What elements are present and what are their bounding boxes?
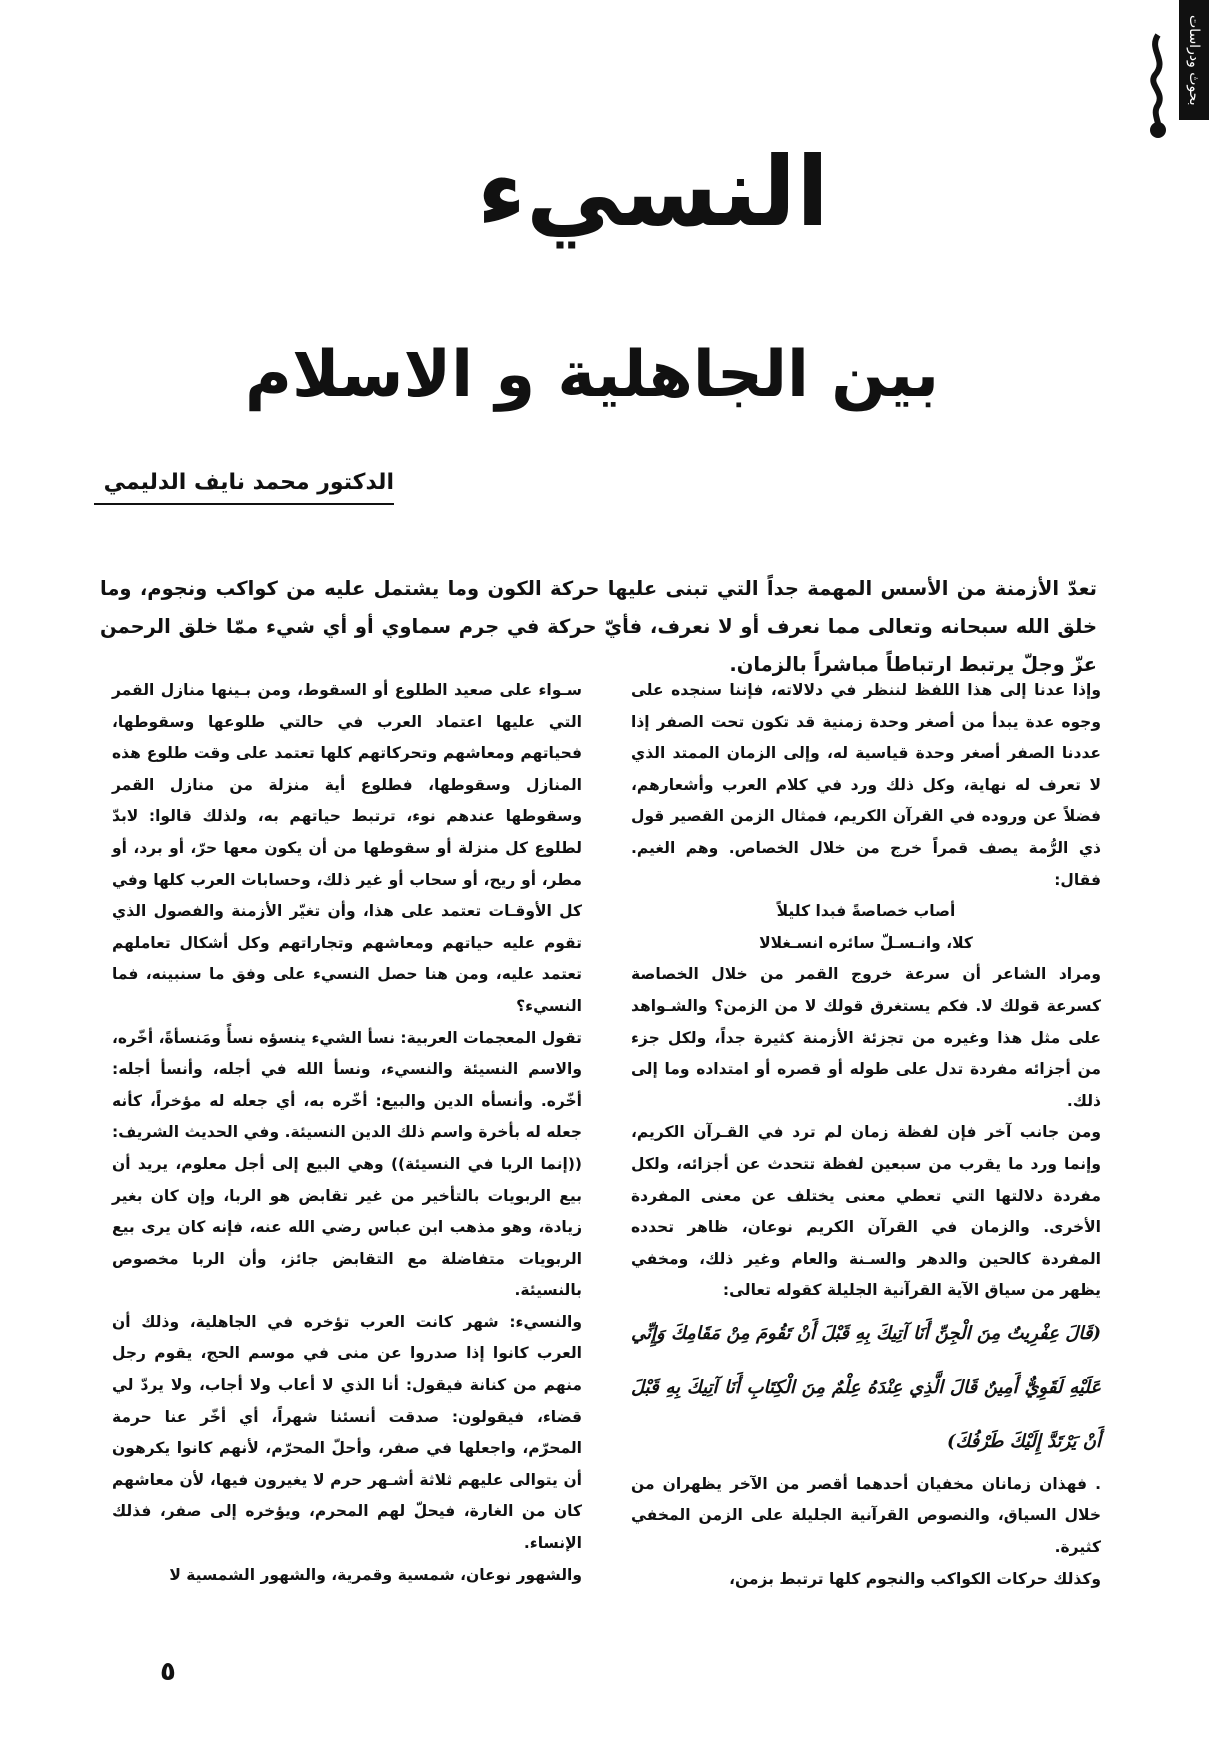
article-title: النسيء (476, 136, 829, 248)
left-paragraph-1: سـواء على صعيد الطلوع أو السقوط، ومن بـينها منازل القمر التي عليها اعتماد العرب في حالتي طلوعها وسقوطها، فحياتهم ومعاشهم وتحركاتهم كلها تعتمد على وقت طلوع هذه المنازل وسقوطها، فطلوع أية منزلة من منازل القمر وسقوطها عندهم نوء، ترتبط حياتهم به، ولذلك قالوا: لابدّ لطلوع كل منزلة أو سقوطها من أن يكون معها حرّ، أو برد، أو مطر، أو ريح، أو سحاب أو غير ذلك، وحسابات العرب كلها وفي كل الأوقـات تعتمد على هذا، وأن تغيّر الأزمنة والفصول الذي تقوم عليه حياتهم ومعاشهم وتجاراتهم وكل أشكال تعاملهم تعتمد عليه، ومن هنا حصل النسيء على وفق ما سنبينه، فما النسيء؟ (112, 681, 582, 1015)
section-tab (1179, 0, 1209, 120)
left-paragraph-4: والشهور نوعان، شمسية وقمرية، والشهور الشمسية لا (169, 1565, 582, 1584)
intro-paragraph: تعدّ الأزمنة من الأسس المهمة جداً التي تبنى عليها حركة الكون وما يشتمل عليه من كواكب ونجوم، وما خلق الله سبحانه وتعالى مما نعرف أو لا نعرف، فأيّ حركة في جرم سماوي أو أي شيء ممّا خلق الرحمن عزّ وجلّ يرتبط ارتباطاً مباشراً بالزمان. (100, 576, 1097, 676)
quran-verse: (قَالَ عِفْرِيتٌ مِنَ الْجِنِّ أَنَا آتِيكَ بِهِ قَبْلَ أَنْ تَقُومَ مِنْ مَقَامِكَ وَإِنِّي عَلَيْهِ لَقَوِيٌّ أَمِينٌ قَالَ الَّذِي عِنْدَهُ عِلْمٌ مِنَ الْكِتَابِ أَنَا آتِيكَ بِهِ قَبْلَ أَنْ يَرْتَدَّ إِلَيْكَ طَرْفُكَ) (631, 1322, 1101, 1452)
poem-line-2: كلا، وانـسـلّ سائره انسـغلالا (759, 933, 973, 952)
right-paragraph-2: ومراد الشاعر أن سرعة خروج القمر من خلال الخصاصة كسرعة قولك لا. فكم يستغرق قولك لا من الزمن؟ والشـواهد على مثل هذا وغيره من تجزئة الأزمنة كثيرة جداً، ولكل جزء من أجزائه مفردة تدل على طوله أو قصره أو امتداده وما إلى ذلك. (631, 965, 1101, 1110)
page-number: ٥ (160, 1657, 176, 1687)
right-paragraph-3: ومن جانب آخر فإن لفظة زمان لم ترد في القـرآن الكريم، وإنما ورد ما يقرب من سبعين لفظة تتحدث عن أجزائه، ولكل مفردة دلالتها التي تعطي معنى يختلف عن معنى المفردة الأخرى. والزمان في القرآن الكريم نوعان، ظاهر تحدده المفردة كالحين والدهر والسـنة والعام وغير ذلك، ومخفي يظهر من سياق الآية القرآنية الجليلة كقوله تعالى: (631, 1123, 1101, 1300)
right-paragraph-4: . فهذان زمانان مخفيان أحدهما أقصر من الآخر يظهران من خلال السياق، والنصوص القرآنية الجليلة على الزمن المخفي كثيرة. (631, 1474, 1101, 1557)
section-tab-label: بحوث ودراسات (1186, 14, 1202, 106)
left-paragraph-2: تقول المعجمات العربية: نسأ الشيء ينسؤه نسأً ومَنسأةً، أخّره، والاسم النسيئة والنسيء، ونسأ الله في أجله، وأنسأ أجله: أخّره. وأنسأه الدين والبيع: أخّره به، أي جعله له مؤخراً، كأنه جعله له بأخرة واسم ذلك الدين النسيئة. وفي الحديث الشريف: ((إنما الربا في النسيئة)) وهي البيع إلى أجل معلوم، يريد أن بيع الربويات بالتأخير من غير تقابض هو الربا، وإن كان بغير زيادة، وهو مذهب ابن عباس رضي الله عنه، فإنه كان يرى بيع الربويات متفاضلة مع التقابض جائز، وأن الربا مخصوص بالنسيئة. (112, 1028, 582, 1300)
author-block (94, 470, 394, 505)
left-column (112, 675, 582, 1591)
right-column (631, 675, 1101, 1595)
article-subtitle: بين الجاهلية و الاسلام (245, 338, 939, 412)
right-paragraph-5: وكذلك حركات الكواكب والنجوم كلها ترتبط بزمن، (729, 1569, 1101, 1588)
magazine-logo-icon (1143, 30, 1173, 140)
author-name: الدكتور محمد نايف الدليمي (94, 470, 394, 505)
right-paragraph-1: وإذا عدنا إلى هذا اللفظ لننظر في دلالاته، فإننا سنجده على وجوه عدة يبدأ من أصغر وحدة زمنية قد تكون تحت الصفر إذا عددنا الصفر أصغر وحدة قياسية له، وإلى الزمان الممتد الذي لا تعرف له نهاية، وكل ذلك ورد في كلام العرب وأشعارهم، فضلاً عن وروده في القرآن الكريم، فمثال الزمن القصير قول ذي الرُّمة يصف قمراً خرج من خلال الخصاص. وهم الغيم. فقال: (631, 681, 1101, 889)
left-paragraph-3: والنسيء: شهر كانت العرب تؤخره في الجاهلية، وذلك أن العرب كانوا إذا صدروا عن منى في موسم الحج، يقوم رجل منهم من كنانة فيقول: أنا الذي لا أعاب ولا أجاب، ولا يردّ لي قضاء، فيقولون: صدقت أنسئنا شهراً، أي أخّر عنا حرمة المحرّم، واجعلها في صفر، وأحلّ المحرّم، لأنهم كانوا يكرهون أن يتوالى عليهم ثلاثة أشـهر حرم لا يغيرون فيها، لأن معاشهم كان من الغارة، فيحلّ لهم المحرم، ويؤخره إلى صفر، فذلك الإنساء. (112, 1312, 582, 1553)
poem-line-1: أصاب خصاصةً فبدا كليلاً (776, 902, 956, 921)
